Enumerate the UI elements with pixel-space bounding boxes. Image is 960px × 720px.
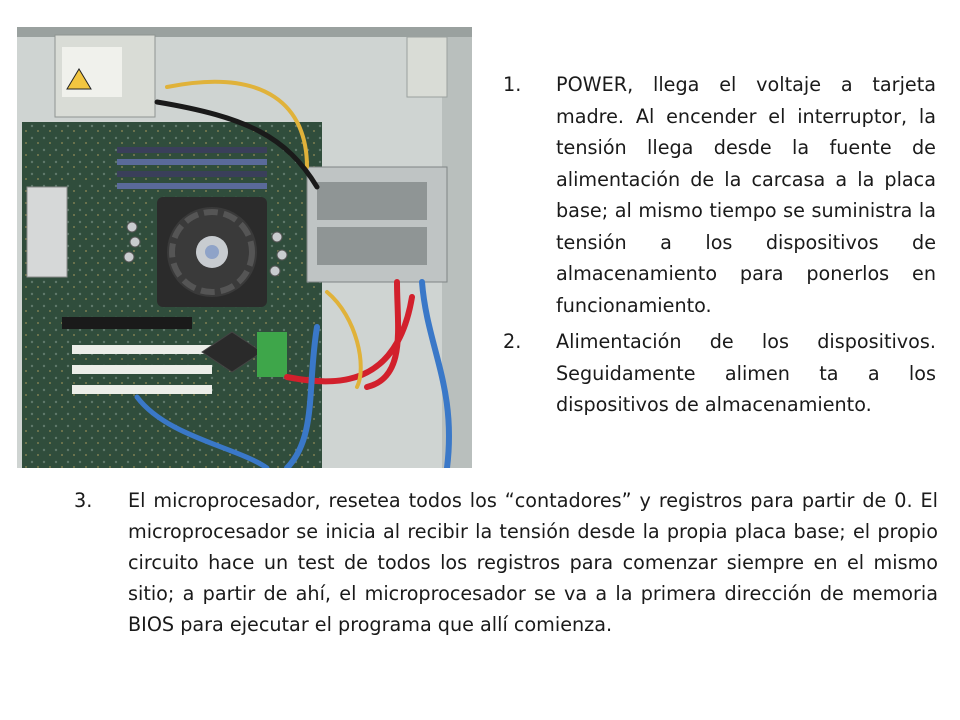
motherboard-photo [17,27,472,468]
steps-list-top [503,69,936,426]
item-number: 1. [503,73,522,96]
item-number: 3. [74,489,93,512]
motherboard-illustration [17,27,472,468]
list-item [503,69,936,321]
cpu-fan [157,197,267,307]
list-item [74,485,938,640]
item-text: El microprocesador, resetea todos los “contadores” y registros para partir de 0. El microprocesador se inicia al recibir la tensión desde la propia placa base; el propio circuito hace un test de todos los registros para comenzar siempre en el mismo sitio; a partir de ahí, el microprocesador se va a la primera dirección de memoria BIOS para ejecutar el programa que allí comienza. [128,489,938,636]
item-text: POWER, llega el voltaje a tarjeta madre. Al encender el interruptor, la tensión llega desde la fuente de alimentación de la carcasa a la placa base; al mismo tiempo se suministra la tensión a los dispositivos de almacenamiento para ponerlos en funcionamiento. [556,73,936,317]
item-number: 2. [503,330,522,353]
green-connector [257,332,287,377]
list-item [503,326,936,421]
steps-list-bottom [74,485,938,640]
item-text: Alimentación de los dispositivos. Seguidamente alimen ta a los dispositivos de almacenamiento. [556,330,936,416]
